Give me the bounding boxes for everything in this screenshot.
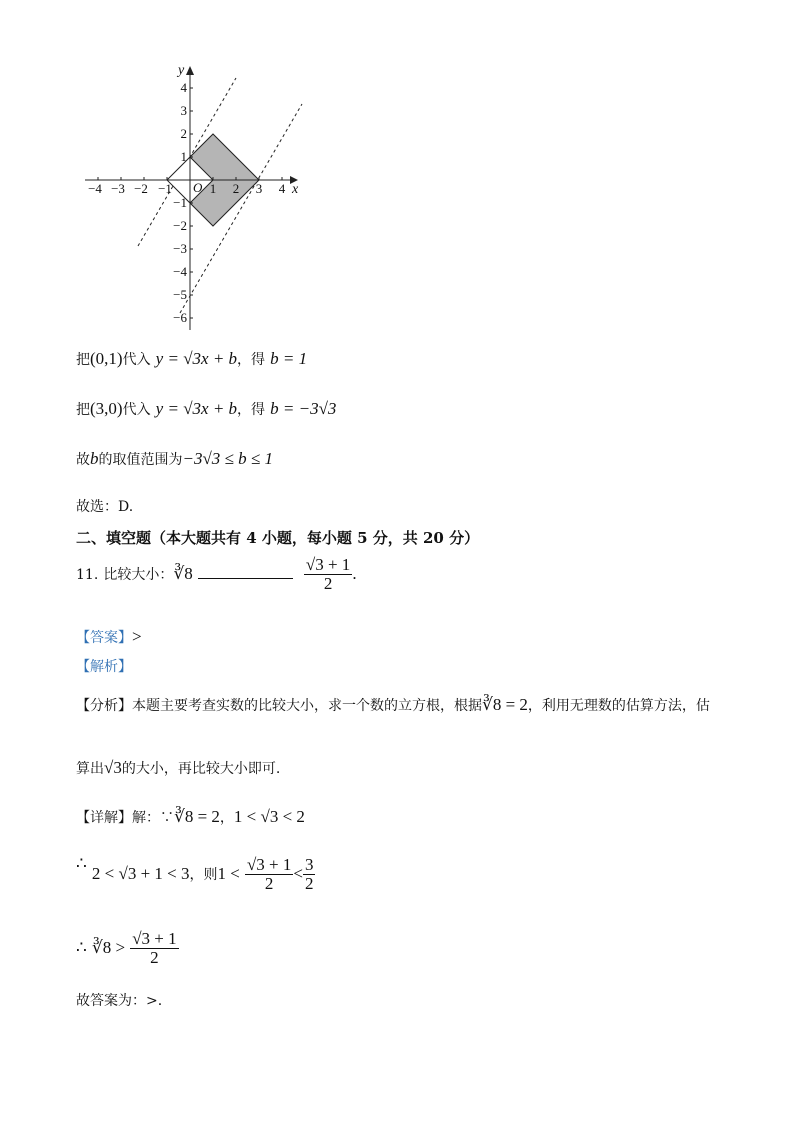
formula: 1 < √3 < 2 [233, 807, 305, 826]
fenxi-line-2 [76, 758, 280, 778]
x-tick-label: −1 [158, 181, 172, 196]
y-tick-label: 2 [180, 126, 187, 141]
fraction [130, 930, 178, 967]
x-tick-label: 1 [209, 181, 217, 196]
answer-label: 【答案】 [76, 630, 132, 646]
fenxi-line-1 [76, 695, 710, 715]
y-axis-arrow [186, 66, 194, 75]
formula: b = 1 [270, 349, 308, 368]
numerator: 3 [304, 855, 314, 874]
step-3 [76, 930, 179, 967]
substitution-line-2 [76, 399, 336, 419]
denominator: 2 [264, 873, 274, 893]
x-axis-label: x [292, 182, 299, 197]
formula: ∛8 [173, 563, 193, 583]
formula: ∛8 > [91, 937, 126, 957]
fraction [304, 556, 352, 593]
numerator: √3 + 1 [132, 929, 177, 948]
formula: b [90, 449, 99, 468]
x-tick-label: 2 [232, 181, 240, 196]
choice-line: 故选：D. [76, 499, 134, 515]
y-tick-label: −2 [173, 218, 187, 233]
text: 代入 [122, 352, 151, 368]
fraction [245, 856, 293, 893]
fraction [303, 856, 316, 893]
formula: ∛8 = 2 [482, 695, 528, 714]
text: 的大小，再比较大小即可. [121, 761, 281, 777]
formula: −3√3 ≤ b ≤ 1 [182, 449, 273, 468]
formula: y = √3x + b [155, 399, 238, 418]
text: ，则 [189, 866, 218, 883]
y-tick-label: −1 [173, 195, 187, 210]
text: 把 [76, 352, 90, 368]
formula: y = √3x + b [155, 349, 238, 368]
final-answer: 故答案为：>. [76, 993, 163, 1009]
text: ，利用无理数的估算方法，估 [527, 698, 710, 714]
text: ，得 [237, 402, 266, 418]
y-axis-label: y [178, 63, 185, 78]
therefore-symbol: ∴ [76, 853, 87, 873]
numerator: √3 + 1 [246, 855, 292, 874]
denominator: 2 [323, 573, 333, 593]
text: 代入 [122, 402, 151, 418]
fenxi-label: 【分析】 [76, 698, 132, 714]
xiangjie-label: 【详解】 [76, 810, 132, 826]
formula: (0,1) [90, 349, 123, 368]
text: ， [219, 810, 234, 826]
numerator: √3 + 1 [305, 555, 351, 574]
step-2 [76, 853, 315, 893]
formula: (3,0) [90, 399, 123, 418]
y-tick-label: 4 [180, 80, 187, 95]
xiangjie-line [76, 807, 305, 827]
y-tick-label: 1 [180, 149, 187, 164]
x-tick-label: −2 [134, 181, 148, 196]
y-tick-label: 3 [180, 103, 187, 118]
formula: √3 [104, 758, 122, 777]
formula: 1 < [217, 863, 240, 883]
text: 的取值范围为 [98, 452, 183, 468]
text: 算出 [76, 761, 104, 777]
formula: 2 < √3 + 1 < 3 [91, 863, 190, 883]
range-conclusion [76, 449, 273, 469]
y-tick-label: −4 [173, 264, 187, 279]
x-tick-label: −4 [88, 181, 102, 196]
coordinate-graph [80, 60, 320, 335]
answer-line [76, 627, 142, 647]
x-tick-label: 3 [255, 181, 263, 196]
text: 把 [76, 402, 90, 418]
answer-blank [198, 566, 293, 579]
period: . [352, 563, 357, 583]
question-text: 比较大小： [103, 566, 174, 583]
formula: < [293, 863, 303, 883]
denominator: 2 [150, 947, 159, 967]
x-tick-label: −3 [111, 181, 125, 196]
x-tick-label: 4 [278, 181, 286, 196]
question-11 [76, 556, 357, 593]
substitution-line-1 [76, 349, 307, 369]
text: 本题主要考查实数的比较大小，求一个数的立方根，根据 [132, 698, 482, 714]
formula: b = −3√3 [270, 399, 337, 418]
text: 解：∵ [132, 810, 174, 826]
question-number: 11. [76, 566, 99, 583]
y-tick-label: −5 [173, 287, 187, 302]
denominator: 2 [304, 873, 314, 893]
analysis-label: 【解析】 [76, 659, 132, 675]
therefore-symbol: ∴ [76, 937, 87, 957]
formula: ∛8 = 2 [174, 807, 220, 826]
section-heading: 二、填空题（本大题共有 4 小题，每小题 5 分，共 20 分） [76, 529, 480, 547]
text: 故 [76, 452, 90, 468]
y-tick-label: −6 [173, 310, 187, 325]
answer-value: > [132, 627, 142, 646]
text: ，得 [237, 352, 266, 368]
y-tick-label: −3 [173, 241, 187, 256]
origin-label: O [193, 180, 203, 195]
